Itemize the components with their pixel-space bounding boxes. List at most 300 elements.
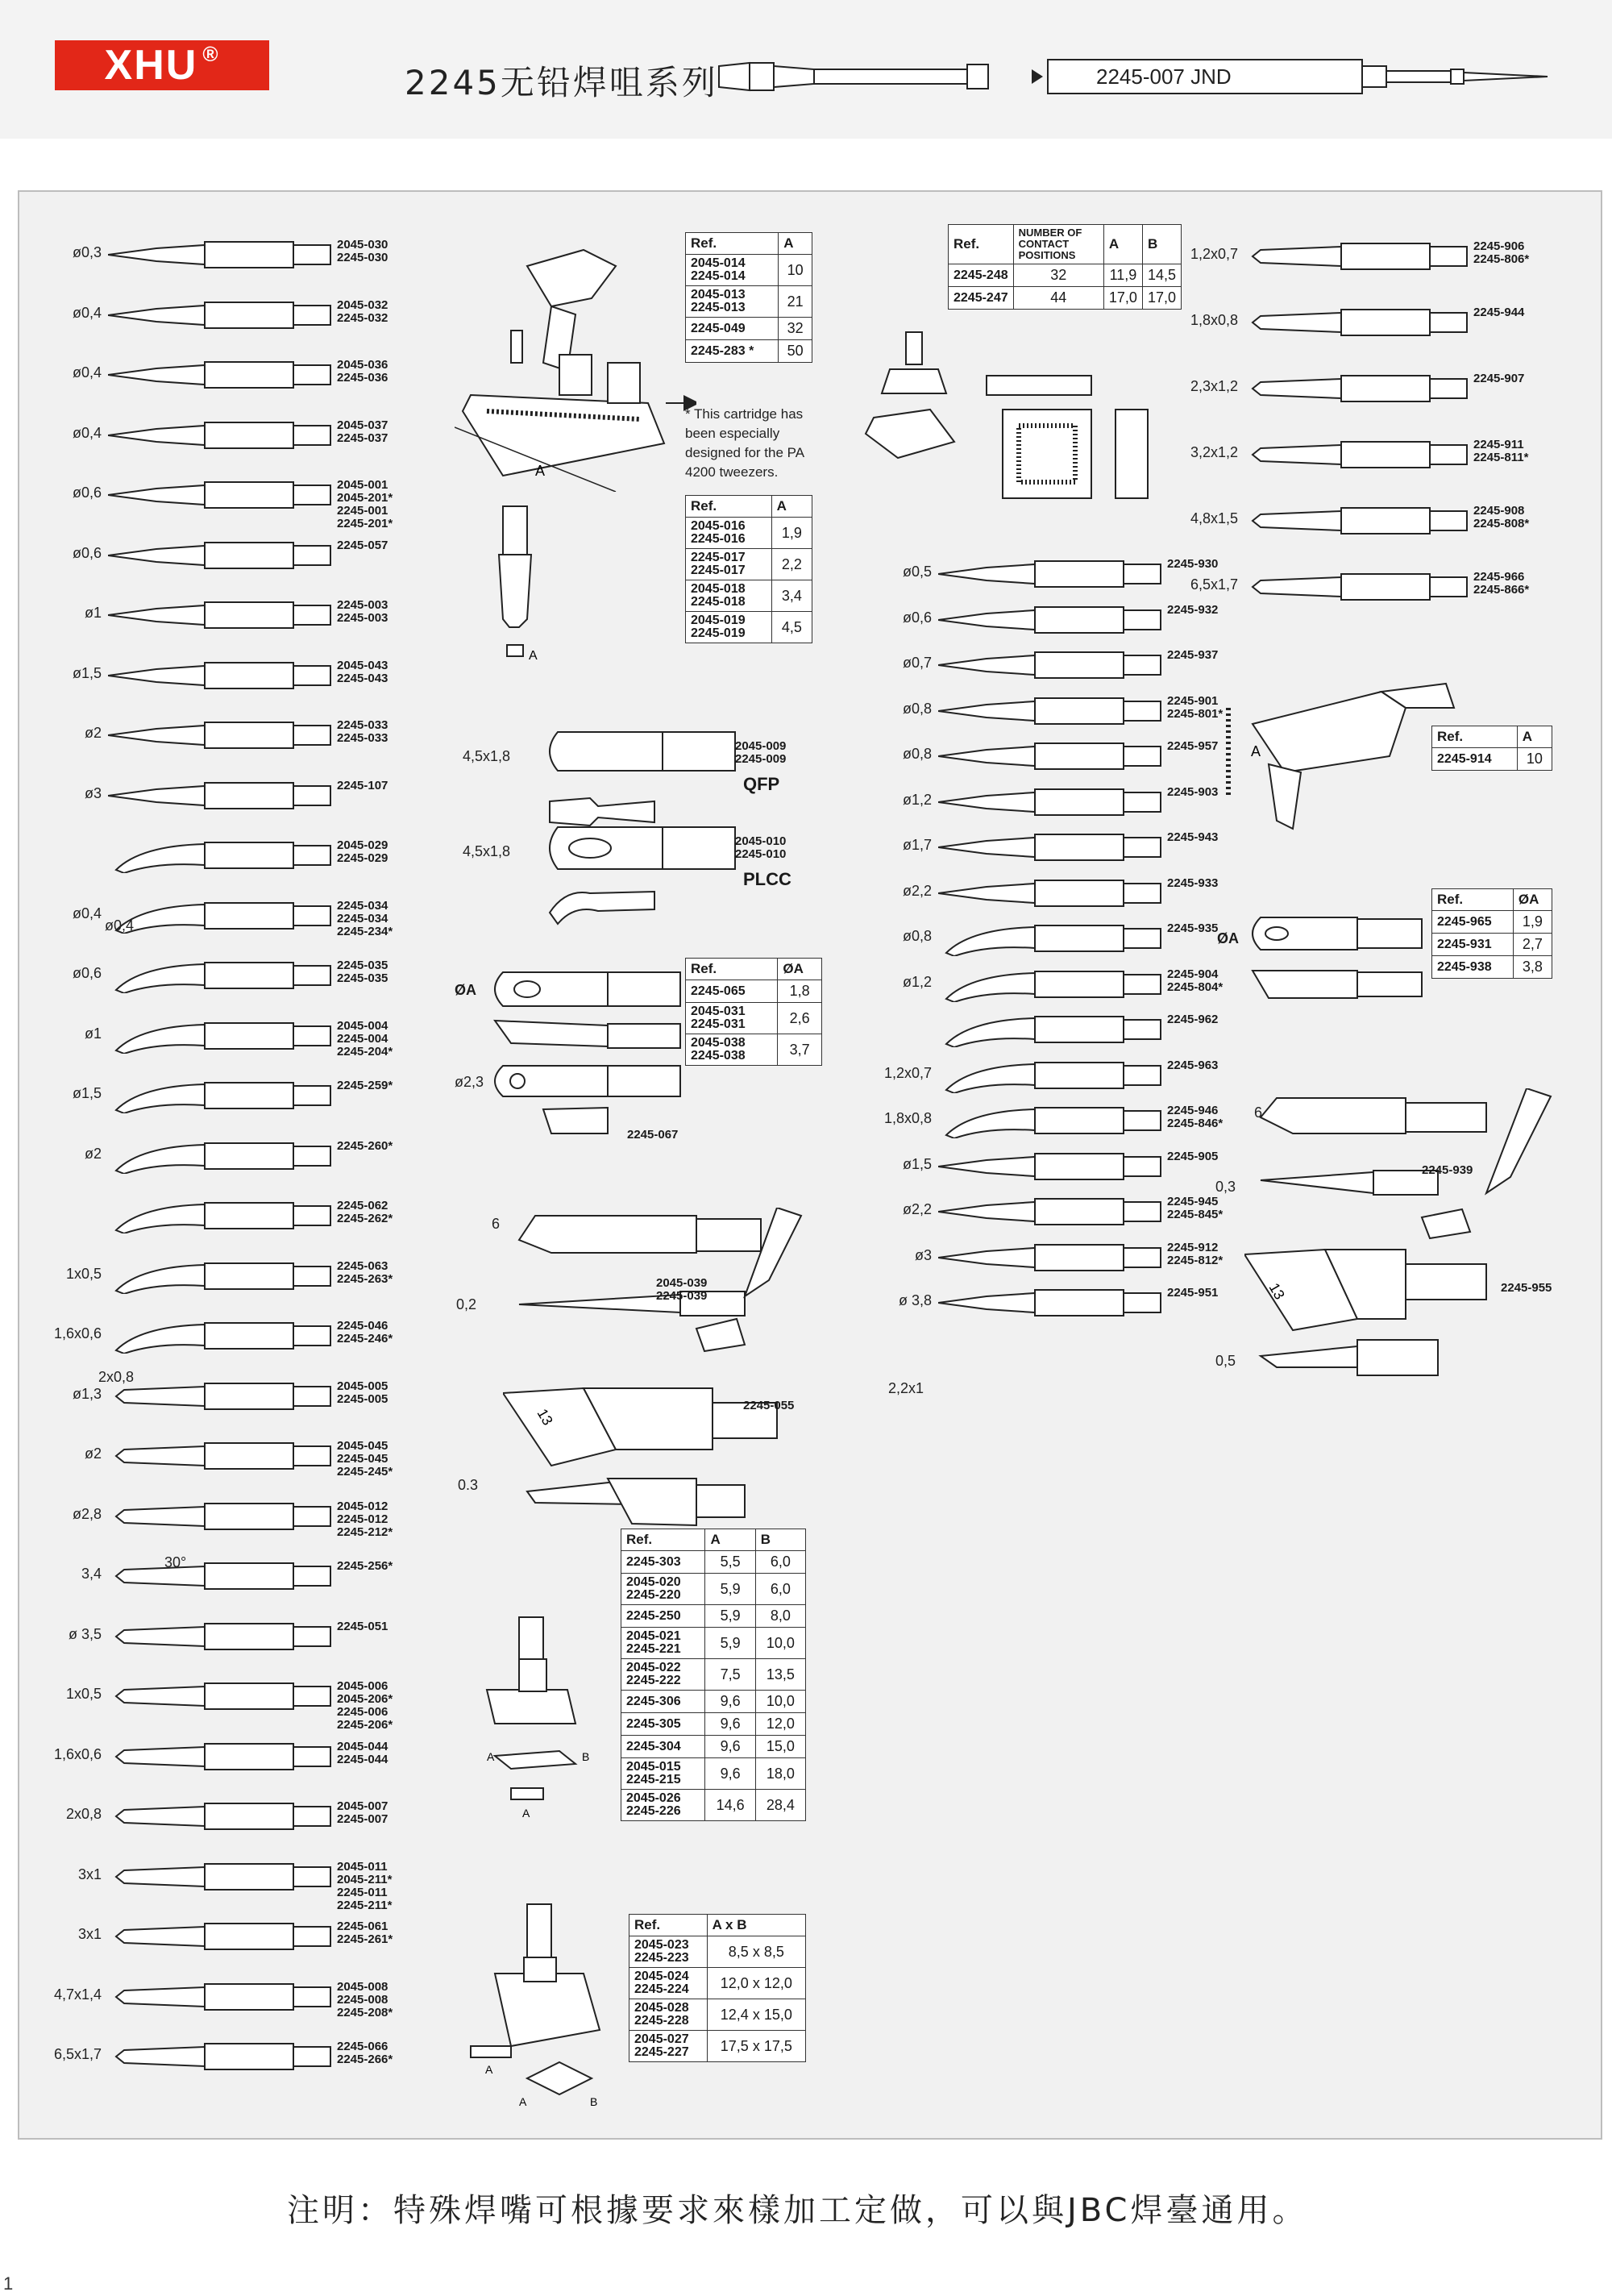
col-header: Ref. xyxy=(1432,726,1518,748)
tip-ref: 2245-912 xyxy=(1167,1240,1219,1254)
tip-row xyxy=(902,602,1219,638)
tip-dimension: ø1,2 xyxy=(902,791,932,808)
tip-ref: 2245-003 xyxy=(337,611,388,625)
table-row xyxy=(629,2031,806,2062)
value-cell: 50 xyxy=(779,340,812,363)
value-cell: 7,5 xyxy=(705,1659,755,1691)
tip-dimension: ø0,8 xyxy=(902,746,932,762)
dim-label: 6 xyxy=(1254,1104,1263,1121)
tip-ref: 2245-906 xyxy=(1473,239,1525,253)
soldering-iron-illustration xyxy=(717,48,1556,105)
qfp-refs: 2045-009 2245-009 xyxy=(735,739,787,766)
tip-refs xyxy=(1167,1013,1218,1026)
tip-row xyxy=(53,2039,393,2074)
ref-cell: 2045-027 2245-227 xyxy=(629,2031,708,2062)
smd-block-tip-drawing xyxy=(479,1611,608,1820)
blade-refs: 2045-039 2245-039 xyxy=(656,1276,708,1303)
ref-cell: 2245-965 xyxy=(1432,911,1514,934)
col-header: A xyxy=(705,1529,755,1551)
tip-dimension: ø2 xyxy=(84,1445,102,1462)
tip-dimension: ø0,4 xyxy=(72,424,102,441)
col-header: ØA xyxy=(778,959,822,980)
tip-row xyxy=(72,418,388,453)
value-cell: 5,9 xyxy=(705,1605,755,1628)
tip-ref: 2245-061 xyxy=(337,1920,388,1933)
dim-label: 0,5 xyxy=(1215,1353,1236,1369)
tip-row xyxy=(914,1240,1224,1275)
ref-cell: 2245-049 xyxy=(686,318,779,340)
tip-row xyxy=(65,1258,393,1294)
tip-row xyxy=(84,1138,393,1174)
tip-row xyxy=(84,778,388,813)
col-header: B xyxy=(1142,225,1181,264)
dim-b-label: B xyxy=(590,2095,598,2108)
tip-dimension: ø0,6 xyxy=(902,609,932,626)
value-cell: 14,5 xyxy=(1142,264,1181,287)
value-cell: 2,7 xyxy=(1513,934,1552,956)
tip-row xyxy=(902,647,1219,683)
tip-ref: 2245-262* xyxy=(337,1212,393,1225)
tip-refs xyxy=(337,479,393,530)
tip-ref: 2245-808* xyxy=(1473,517,1530,530)
tip-ref: 2045-211* xyxy=(337,1872,393,1886)
spec-table-qfp-block xyxy=(629,1914,806,2062)
tip-row xyxy=(84,1018,393,1059)
table-row xyxy=(621,1605,806,1628)
tip-ref: 2245-256* xyxy=(337,1559,393,1573)
ref-label: 2245-955 xyxy=(1501,1281,1552,1295)
value-cell: 12,0 x 12,0 xyxy=(707,1968,805,1999)
spec-table-blade xyxy=(1431,726,1552,771)
tip-ref: 2245-034 xyxy=(337,898,388,913)
value-cell: 13,5 xyxy=(755,1659,805,1691)
col-header: Ref. xyxy=(686,496,772,518)
tip-row xyxy=(902,784,1219,820)
table-row xyxy=(621,1628,806,1659)
tip-ref: 2245-806* xyxy=(1473,252,1530,266)
col-header: Ref. xyxy=(686,959,778,980)
angle-label: 30° xyxy=(164,1554,187,1570)
chip-tip-drawing xyxy=(487,498,551,668)
tip-refs xyxy=(337,2040,393,2066)
tip-refs xyxy=(337,1741,388,1766)
tip-ref: 2245-908 xyxy=(1473,504,1525,518)
tip-row xyxy=(902,693,1224,729)
tip-ref: 2245-246* xyxy=(337,1332,393,1346)
tip-row xyxy=(938,1012,1219,1047)
tip-ref: 2245-033 xyxy=(337,718,388,732)
tip-refs xyxy=(337,1079,393,1092)
tip-ref: 2245-001 xyxy=(337,504,388,518)
table-row xyxy=(686,286,812,318)
tip-row xyxy=(72,658,388,693)
tip-ref: 2245-011 xyxy=(337,1885,388,1899)
value-cell: 15,0 xyxy=(755,1736,805,1758)
value-cell: 10 xyxy=(779,255,812,286)
tip-ref: 2245-008 xyxy=(337,1992,388,2007)
dim-label: 0,3 xyxy=(1215,1179,1236,1195)
tip-refs xyxy=(337,1680,393,1732)
value-cell: 11,9 xyxy=(1103,264,1142,287)
tip-ref: 2245-035 xyxy=(337,971,388,985)
tip-dimension: ø3 xyxy=(84,784,102,801)
tip-dimension: ø2,8 xyxy=(72,1505,102,1522)
tip-dimension: 1,2x0,7 xyxy=(883,1064,932,1081)
tip-dimension: ø0,4 xyxy=(72,905,102,921)
col-header: Ref. xyxy=(629,1915,708,1936)
value-cell: 8,0 xyxy=(755,1605,805,1628)
tip-ref: 2045-206* xyxy=(337,1692,393,1706)
tip-dimension: 4,7x1,4 xyxy=(53,1986,102,2003)
value-cell: 12,4 x 15,0 xyxy=(707,1999,805,2031)
tip-dimension: ø1,7 xyxy=(902,837,932,853)
tip-ref: 2245-212* xyxy=(337,1524,393,1539)
tip-ref: 2045-201* xyxy=(337,491,393,505)
table-row xyxy=(621,1736,806,1758)
value-cell: 17,0 xyxy=(1142,287,1181,310)
dim-b-label: B xyxy=(582,1750,590,1763)
spec-table-tweezer xyxy=(685,232,812,363)
tip-refs xyxy=(337,1620,388,1633)
plcc-block-drawing xyxy=(858,321,1180,506)
tip-ref: 2245-051 xyxy=(337,1619,388,1633)
plcc-dim: 4,5x1,8 xyxy=(463,843,511,859)
tip-ref: 2245-046 xyxy=(337,1319,388,1333)
dim-a-label: A xyxy=(1251,743,1261,759)
table-row xyxy=(686,1003,822,1034)
tip-ref: 2245-903 xyxy=(1167,784,1219,799)
qfp-tip-drawing xyxy=(542,729,743,834)
table-row xyxy=(621,1691,806,1713)
tip-refs xyxy=(337,659,388,685)
value-cell: 6,0 xyxy=(755,1574,805,1605)
tip-dimension: ø1 xyxy=(84,605,102,621)
dim-label: 0,2 xyxy=(456,1296,477,1312)
tip-refs xyxy=(1167,1104,1223,1130)
tip-dimension: ø0,4 xyxy=(72,304,102,321)
table-row xyxy=(629,1968,806,1999)
value-cell: 10,0 xyxy=(755,1628,805,1659)
tip-ref: 2245-905 xyxy=(1167,1149,1219,1163)
ref-cell: 2245-247 xyxy=(949,287,1014,310)
tip-refs xyxy=(1167,558,1218,571)
ref-label: 2245-055 xyxy=(743,1399,795,1412)
tip-ref: 2245-062 xyxy=(337,1199,388,1212)
tip-ref: 2245-245* xyxy=(337,1465,393,1479)
table-row xyxy=(621,1758,806,1790)
tip-ref: 2245-033 xyxy=(337,731,388,745)
tip-row xyxy=(108,1198,393,1233)
tip-refs xyxy=(1167,1150,1218,1163)
tip-ref: 2245-043 xyxy=(337,671,388,685)
tip-ref: 2245-957 xyxy=(1167,739,1219,753)
brand-logo xyxy=(55,40,269,90)
tip-dimension: ø0,5 xyxy=(902,564,932,580)
tip-dimension: ø0,6 xyxy=(72,485,102,501)
tip-refs xyxy=(1473,240,1529,266)
dim-label: 6 xyxy=(492,1216,501,1232)
ref-cell: 2045-021 2245-221 xyxy=(621,1628,705,1659)
oa-label: ØA xyxy=(1217,930,1239,946)
table-row xyxy=(1432,748,1552,771)
tip-refs xyxy=(337,539,388,552)
dim-label: 0.3 xyxy=(458,1477,479,1493)
tip-refs xyxy=(337,900,393,938)
table-row xyxy=(686,549,812,580)
col-header: A xyxy=(1517,726,1552,748)
table-row xyxy=(686,612,812,643)
tip-refs xyxy=(337,239,388,264)
tip-ref: 2045-011 xyxy=(337,1859,388,1874)
tip-dimension: ø2 xyxy=(84,1145,102,1162)
tip-row xyxy=(81,1558,393,1594)
ref-cell: 2045-014 2245-014 xyxy=(686,255,779,286)
tip-refs xyxy=(1167,922,1218,935)
value-cell: 10 xyxy=(1517,748,1552,771)
ref-cell: 2045-023 2245-223 xyxy=(629,1936,708,1968)
tip-row xyxy=(902,921,1219,956)
tip-dimension: ø2,2 xyxy=(902,1201,932,1217)
tip-refs xyxy=(1167,740,1218,753)
tip-ref: 2245-066 xyxy=(337,2040,388,2053)
tip-refs xyxy=(337,1140,393,1153)
dim-label: 2x0,8 xyxy=(98,1369,135,1385)
tip-ref: 2245-030 xyxy=(337,251,388,264)
tip-dimension: 3,4 xyxy=(81,1566,102,1582)
ref-label: 2245-067 xyxy=(627,1128,679,1142)
tip-ref: 2245-201* xyxy=(337,517,393,530)
tip-ref: 2245-036 xyxy=(337,371,388,385)
tip-dimension: ø2 xyxy=(84,725,102,741)
blade-tip-drawing xyxy=(503,1208,825,1546)
tip-dimension: 6,5x1,7 xyxy=(53,2046,102,2062)
tip-ref: 2245-935 xyxy=(1167,921,1219,935)
tip-ref: 2245-263* xyxy=(337,1271,393,1286)
dim-label: ø0,4 xyxy=(105,917,135,934)
tip-ref: 2245-933 xyxy=(1167,876,1219,890)
tip-refs xyxy=(1167,649,1218,662)
tip-row xyxy=(65,1678,393,1732)
value-cell: 3,4 xyxy=(771,580,812,612)
tip-row xyxy=(1190,239,1530,274)
tip-refs xyxy=(337,359,388,385)
tip-refs xyxy=(1167,831,1218,844)
dim-a-label: A xyxy=(535,463,546,479)
table-row xyxy=(686,980,822,1003)
tip-row xyxy=(883,1103,1224,1138)
tip-dimension: ø1,5 xyxy=(902,1155,932,1172)
tip-row xyxy=(902,1149,1219,1184)
tip-ref: 2245-029 xyxy=(337,851,388,865)
tip-dimension: ø1 xyxy=(84,1025,102,1042)
ref-cell: 2045-016 2245-016 xyxy=(686,518,772,549)
tip-ref: 2245-035 xyxy=(337,959,388,972)
value-cell: 3,8 xyxy=(1513,956,1552,979)
tip-dimension: ø1,5 xyxy=(72,664,102,681)
value-cell: 21 xyxy=(779,286,812,318)
tip-ref: 2245-932 xyxy=(1167,602,1219,617)
spec-table-chip xyxy=(685,495,812,643)
tip-refs xyxy=(337,959,388,985)
tip-dimension: 1x0,5 xyxy=(65,1265,102,1282)
table-row xyxy=(621,1659,806,1691)
tip-ref: 2045-044 xyxy=(337,1739,388,1753)
tip-dimension: 1x0,5 xyxy=(65,1686,102,1702)
tip-ref: 2245-012 xyxy=(337,1512,388,1526)
ref-cell: 2245-306 xyxy=(621,1691,705,1713)
tip-refs xyxy=(337,1981,393,2019)
tip-refs xyxy=(1167,1242,1223,1267)
tip-row xyxy=(77,1859,393,1912)
tip-row xyxy=(84,597,388,633)
tip-dimension: ø3 xyxy=(914,1246,932,1263)
tip-row xyxy=(53,1739,388,1774)
value-cell: 9,6 xyxy=(705,1736,755,1758)
value-cell: 5,5 xyxy=(705,1551,755,1574)
table-row xyxy=(686,340,812,363)
tip-ref: 2245-804* xyxy=(1167,980,1224,994)
dim-a-label: A xyxy=(487,1750,495,1763)
dim-a-label: A xyxy=(519,2095,527,2108)
ref-cell: 2245-303 xyxy=(621,1551,705,1574)
tip-dimension: ø1,2 xyxy=(902,973,932,990)
tip-ref: 2045-043 xyxy=(337,658,388,672)
col-header: A xyxy=(771,496,812,518)
value-cell: 32 xyxy=(1013,264,1103,287)
tip-row xyxy=(68,1619,388,1654)
tip-refs xyxy=(1167,1287,1218,1300)
ref-cell: 2045-013 2245-013 xyxy=(686,286,779,318)
tip-ref: 2245-037 xyxy=(337,430,388,445)
tip-refs xyxy=(337,1920,393,1946)
ref-cell: 2045-038 2245-038 xyxy=(686,1034,778,1066)
value-cell: 4,5 xyxy=(771,612,812,643)
tip-ref: 2245-963 xyxy=(1167,1058,1219,1072)
tip-ref: 2045-012 xyxy=(337,1499,388,1513)
tip-row xyxy=(902,830,1219,865)
tip-ref: 2245-904 xyxy=(1167,967,1219,981)
tip-ref: 2245-107 xyxy=(337,778,388,792)
tip-dimension: ø 3,5 xyxy=(68,1625,102,1642)
value-cell: 6,0 xyxy=(755,1551,805,1574)
tip-row xyxy=(77,1919,393,1954)
ref-cell: 2245-065 xyxy=(686,980,778,1003)
table-row xyxy=(629,1999,806,2031)
tip-ref: 2245-866* xyxy=(1473,583,1530,597)
tip-row xyxy=(72,958,388,993)
ref-cell: 2045-015 2245-215 xyxy=(621,1758,705,1790)
blade-tip-drawing-2 xyxy=(1244,1088,1583,1395)
tip-row xyxy=(108,838,388,873)
tip-dimension: 1,6x0,6 xyxy=(53,1325,102,1341)
tip-ref: 2245-962 xyxy=(1167,1013,1219,1026)
tip-row xyxy=(1190,305,1525,340)
value-cell: 10,0 xyxy=(755,1691,805,1713)
tip-row xyxy=(1190,569,1530,605)
col-header: NUMBER OF CONTACT POSITIONS xyxy=(1013,225,1103,264)
tip-ref: 2245-211* xyxy=(337,1898,393,1912)
oa-label: ØA xyxy=(455,982,476,998)
qfp-block-tip-drawing xyxy=(463,1901,640,2111)
registered-mark: ® xyxy=(202,41,220,66)
value-cell: 2,6 xyxy=(778,1003,822,1034)
spec-table-hole xyxy=(685,958,822,1066)
tip-ref: 2245-260* xyxy=(337,1138,393,1153)
tip-ref: 2245-034 xyxy=(337,911,388,925)
tip-row xyxy=(1190,437,1529,472)
tip-ref: 2245-044 xyxy=(337,1752,388,1766)
tip-row xyxy=(902,1194,1224,1229)
ref-cell: 2245-914 xyxy=(1432,748,1518,771)
tip-ref: 2245-944 xyxy=(1473,306,1525,319)
tip-row xyxy=(72,237,388,272)
tip-ref: 2245-063 xyxy=(337,1258,388,1273)
ref-cell: 2045-022 2245-222 xyxy=(621,1659,705,1691)
dim-label: 13 xyxy=(1265,1280,1288,1303)
table-row xyxy=(686,580,812,612)
tip-ref: 2245-911 xyxy=(1473,438,1524,451)
value-cell: 12,0 xyxy=(755,1713,805,1736)
tip-refs xyxy=(1473,505,1529,530)
qfp-dim: 4,5x1,8 xyxy=(463,748,511,764)
tip-dimension: 1,2x0,7 xyxy=(1190,246,1238,262)
tip-ref: 2245-845* xyxy=(1167,1208,1224,1221)
table-row xyxy=(621,1790,806,1821)
table-row xyxy=(686,318,812,340)
iron-label: 2245-007 JND xyxy=(1096,64,1232,89)
hole-tip-drawing xyxy=(487,969,696,1138)
tip-ref: 2245-234* xyxy=(337,924,393,938)
ref-cell: 2045-020 2245-220 xyxy=(621,1574,705,1605)
tip-dimension: 2x0,8 xyxy=(65,1806,102,1822)
tip-ref: 2245-266* xyxy=(337,2053,393,2066)
tip-refs xyxy=(1167,604,1218,617)
tip-refs xyxy=(337,419,388,445)
tip-row xyxy=(902,738,1219,774)
table-row xyxy=(1432,911,1552,934)
tip-refs xyxy=(337,1260,393,1286)
tip-dimension: ø0,3 xyxy=(72,244,102,260)
tip-refs xyxy=(1167,786,1218,799)
ref-cell: 2045-026 2245-226 xyxy=(621,1790,705,1821)
tip-refs xyxy=(337,1560,393,1573)
col-header: A xyxy=(779,233,812,255)
ref-cell: 2245-017 2245-017 xyxy=(686,549,772,580)
spec-table-plcc xyxy=(948,224,1182,310)
tip-row xyxy=(72,297,388,333)
tip-row xyxy=(898,1285,1219,1321)
tip-row xyxy=(84,1438,393,1479)
ref-cell: 2245-305 xyxy=(621,1713,705,1736)
tip-ref: 2245-003 xyxy=(337,598,388,612)
tip-dimension: 1,8x0,8 xyxy=(883,1110,932,1126)
tip-refs xyxy=(337,599,388,625)
tip-ref: 2245-846* xyxy=(1167,1117,1224,1130)
tip-ref: 2245-951 xyxy=(1167,1286,1219,1300)
value-cell: 32 xyxy=(779,318,812,340)
value-cell: 3,7 xyxy=(778,1034,822,1066)
tip-ref: 2045-006 xyxy=(337,1679,388,1693)
dim-a-label: A xyxy=(529,649,538,663)
tip-ref: 2245-057 xyxy=(337,538,388,552)
table-row xyxy=(629,1936,806,1968)
tip-dimension: 3x1 xyxy=(77,1926,102,1942)
tip-dimension: ø1,5 xyxy=(72,1085,102,1101)
tip-dimension: ø0,7 xyxy=(902,655,932,671)
value-cell: 17,5 x 17,5 xyxy=(707,2031,805,2062)
tip-ref: 2245-045 xyxy=(337,1452,388,1466)
value-cell: 17,0 xyxy=(1103,287,1142,310)
